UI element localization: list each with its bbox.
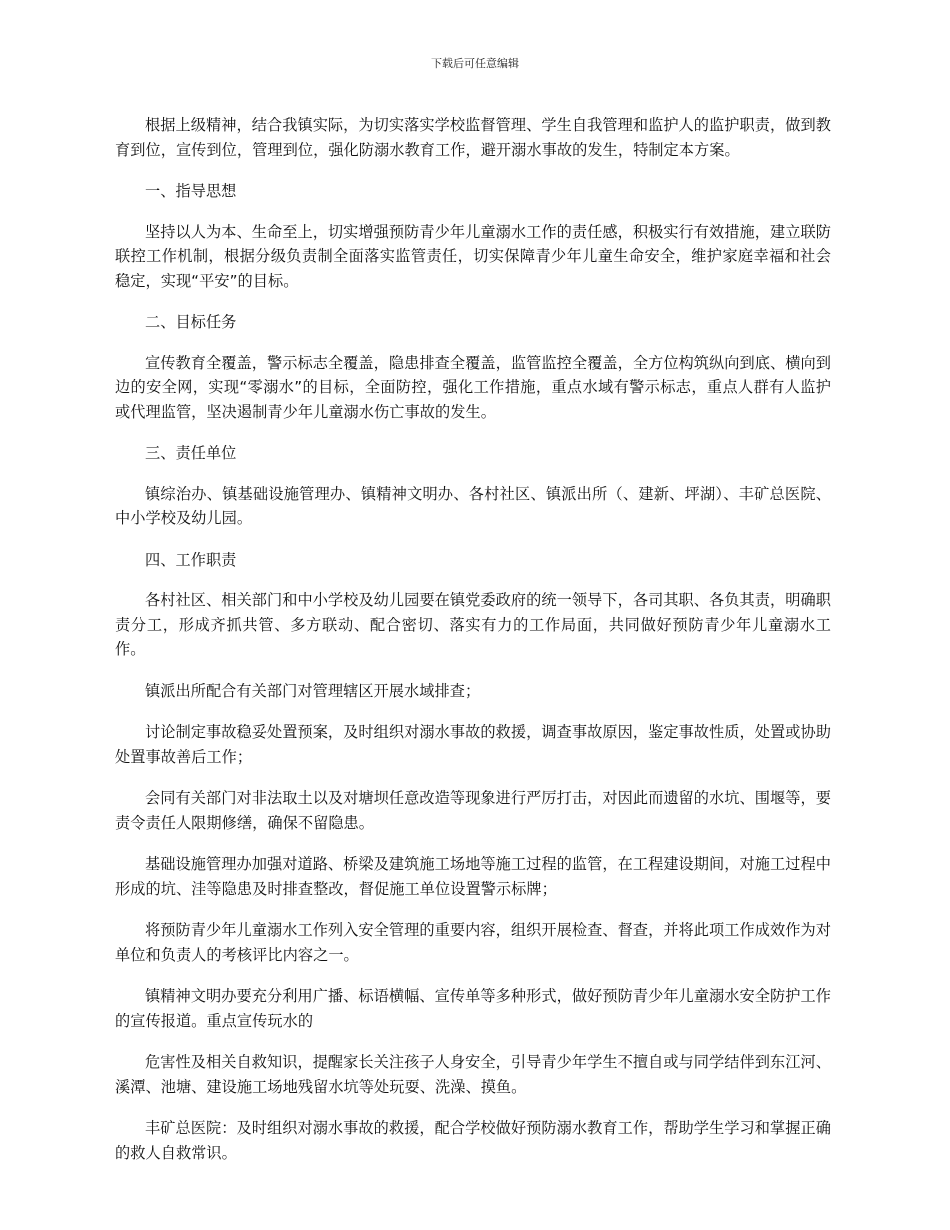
document-body — [115, 113, 831, 1182]
paragraph-crackdown: 会同有关部门对非法取土以及对塘坝任意改造等现象进行严厉打击，对因此而遗留的水坑、围堰等，要责令责任人限期修缮，确保不留隐患。 — [115, 789, 831, 832]
page-header: 下载后可任意编辑 — [431, 57, 519, 70]
intro-paragraph: 根据上级精神，结合我镇实际，为切实落实学校监督管理、学生自我管理和监护人的监护职责，做到教育到位，宣传到位，管理到位，强化防溺水教育工作，避开溺水事故的发生，特制定本方案。 — [115, 116, 831, 159]
section-heading-responsible-units: 三、责任单位 — [145, 444, 237, 462]
section-heading-duties: 四、工作职责 — [145, 550, 237, 569]
paragraph-guiding-ideology: 坚持以人为本、生命至上，切实增强预防青少年儿童溺水工作的责任感，积极实行有效措施，建立联防联控工作机制，根据分级负责制全面落实监管责任，切实保障青少年儿童生命安全，维护家庭幸福和社会稳定，实现“平安”的目标。 — [115, 222, 831, 290]
paragraph-goals: 宣传教育全覆盖，警示标志全覆盖，隐患排查全覆盖，监管监控全覆盖，全方位构筑纵向到底、横向到边的安全网，实现“零溺水”的目标，全面防控，强化工作措施，重点水域有警示标志，重点人群有人监护或代理监管，坚决遏制青少年儿童溺水伤亡事故的发生。 — [115, 353, 831, 421]
paragraph-contingency-plan: 讨论制定事故稳妥处置预案，及时组织对溺水事故的救援，调查事故原因，鉴定事故性质，处置或协助处置事故善后工作； — [115, 723, 831, 766]
paragraph-hazards: 危害性及相关自救知识，提醒家长关注孩子人身安全，引导青少年学生不擅自或与同学结伴到东江河、溪潭、池塘、建设施工场地残留水坑等处玩耍、洗澡、摸鱼。 — [115, 1053, 831, 1096]
paragraph-civilization-office: 镇精神文明办要充分利用广播、标语横幅、宣传单等多种形式，做好预防青少年儿童溺水安全防护工作的宣传报道。重点宣传玩水的 — [115, 987, 831, 1030]
section-heading-goals: 二、目标任务 — [145, 313, 237, 331]
section-heading-guiding-ideology: 一、指导思想 — [145, 182, 237, 200]
paragraph-responsible-units: 镇综治办、镇基础设施管理办、镇精神文明办、各村社区、镇派出所（、建新、坪湖）、丰矿总医院、中小学校及幼儿园。 — [115, 484, 831, 527]
paragraph-hospital: 丰矿总医院：及时组织对溺水事故的救援，配合学校做好预防溺水教育工作，帮助学生学习和掌握正确的救人自救常识。 — [115, 1119, 831, 1162]
paragraph-infrastructure-office: 基础设施管理办加强对道路、桥梁及建筑施工场地等施工过程的监管，在工程建设期间，对施工过程中形成的坑、洼等隐患及时排查整改，督促施工单位设置警示标牌； — [115, 855, 831, 898]
paragraph-safety-management: 将预防青少年儿童溺水工作列入安全管理的重要内容，组织开展检查、督查，并将此项工作成效作为对单位和负责人的考核评比内容之一。 — [115, 921, 831, 964]
paragraph-duties-overview: 各村社区、相关部门和中小学校及幼儿园要在镇党委政府的统一领导下，各司其职、各负其责，明确职责分工，形成齐抓共管、多方联动、配合密切、落实有力的工作局面，共同做好预防青少年儿童溺水工作。 — [115, 591, 831, 658]
paragraph-police-station: 镇派出所配合有关部门对管理辖区开展水域排查； — [145, 681, 481, 700]
